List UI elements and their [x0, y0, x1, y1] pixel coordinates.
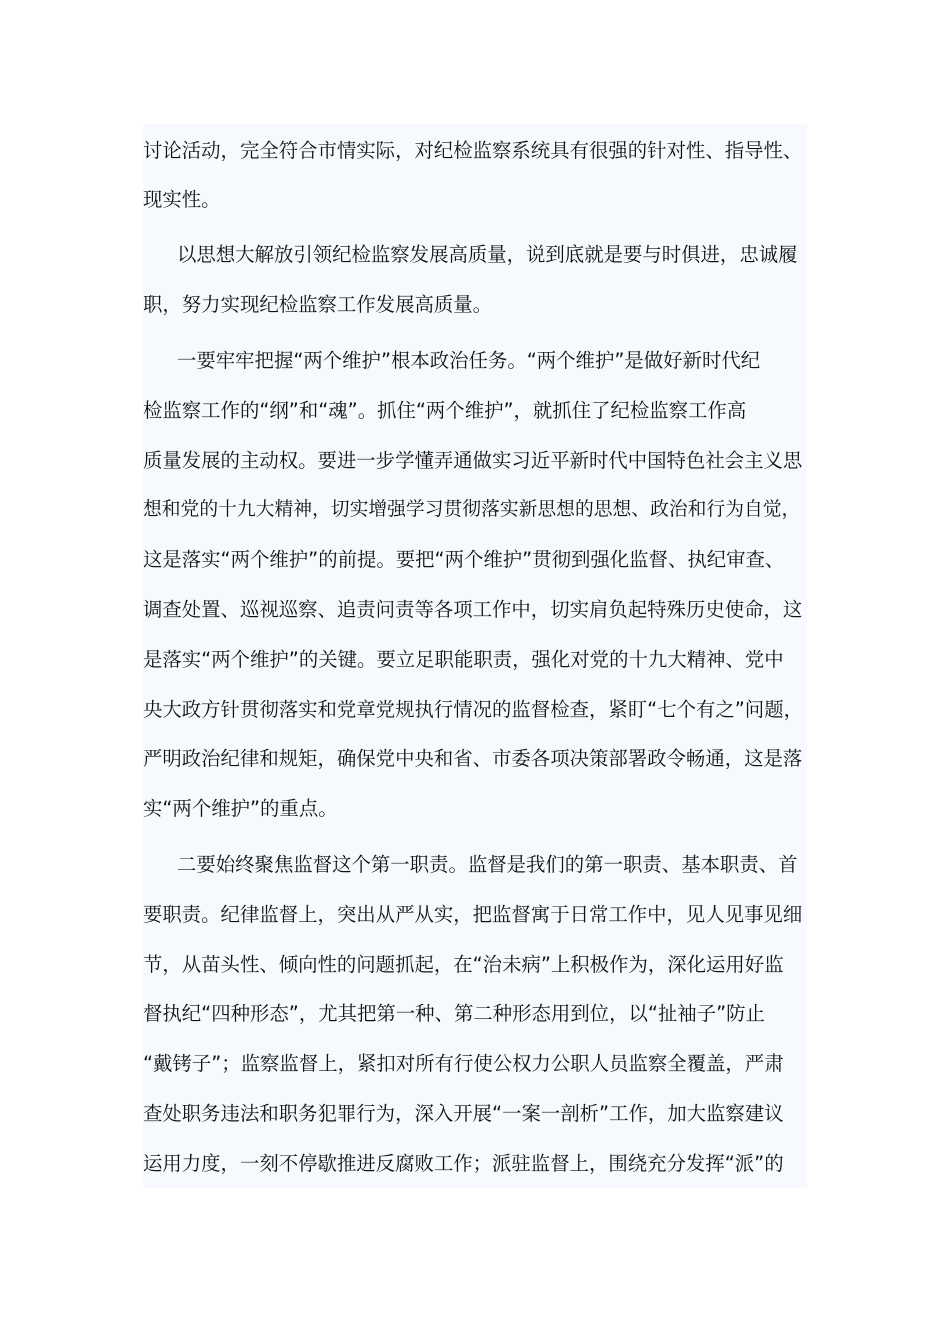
- text-line: 要职责。纪律监督上，突出从严从实，把监督寓于日常工作中，见人见事见细: [143, 903, 803, 926]
- text-line: 讨论活动，完全符合市情实际，对纪检监察系统具有很强的针对性、指导性、: [143, 139, 803, 162]
- text-line: 职，努力实现纪检监察工作发展高质量。: [143, 293, 493, 316]
- text-line: 想和党的十九大精神，切实增强学习贯彻落实新思想的思想、政治和行为自觉，: [143, 499, 801, 520]
- text-line: 节，从苗头性、倾向性的问题抓起，在“治未病”上积极作为，深化运用好监: [143, 953, 784, 976]
- text-line: 检监察工作的“纲”和“魂”。抓住“两个维护”，就抓住了纪检监察工作高: [143, 399, 747, 422]
- document-body: [143, 124, 807, 1188]
- text-line: 实“两个维护”的重点。: [143, 797, 338, 820]
- text-line: 运用力度，一刻不停歇推进反腐败工作；派驻监督上，围绕充分发挥“派”的: [143, 1152, 784, 1175]
- text-line: 质量发展的主动权。要进一步学懂弄通做实习近平新时代中国特色社会主义思: [143, 449, 803, 472]
- text-line: 二要始终聚焦监督这个第一职责。监督是我们的第一职责、基本职责、首: [177, 853, 798, 876]
- text-line: 是落实“两个维护”的关键。要立足职能职责，强化对党的十九大精神、党中: [143, 648, 784, 671]
- text-line: 现实性。: [143, 188, 221, 211]
- text-line: 调查处置、巡视巡察、追责问责等各项工作中，切实肩负起特殊历史使命，这: [143, 598, 803, 621]
- text-line: 一要牢牢把握“两个维护”根本政治任务。“两个维护”是做好新时代纪: [177, 349, 761, 372]
- text-line: 央大政方针贯彻落实和党章党规执行情况的监督检查，紧盯“七个有之”问题，: [143, 698, 803, 721]
- text-line: “戴铐子”；监察监督上，紧扣对所有行使公权力公职人员监察全覆盖，严肃: [143, 1052, 784, 1075]
- text-line: 以思想大解放引领纪检监察发展高质量，说到底就是要与时俱进，忠诚履: [177, 243, 798, 266]
- text-line: 严明政治纪律和规矩，确保党中央和省、市委各项决策部署政令畅通，这是落: [143, 747, 803, 770]
- text-line: 督执纪“四种形态”，尤其把第一种、第二种形态用到位，以“扯袖子”防止: [143, 1002, 765, 1025]
- text-line: 查处职务违法和职务犯罪行为，深入开展“一案一剖析”工作，加大监察建议: [143, 1102, 784, 1125]
- text-line: 这是落实“两个维护”的前提。要把“两个维护”贯彻到强化监督、执纪审查、: [143, 548, 785, 571]
